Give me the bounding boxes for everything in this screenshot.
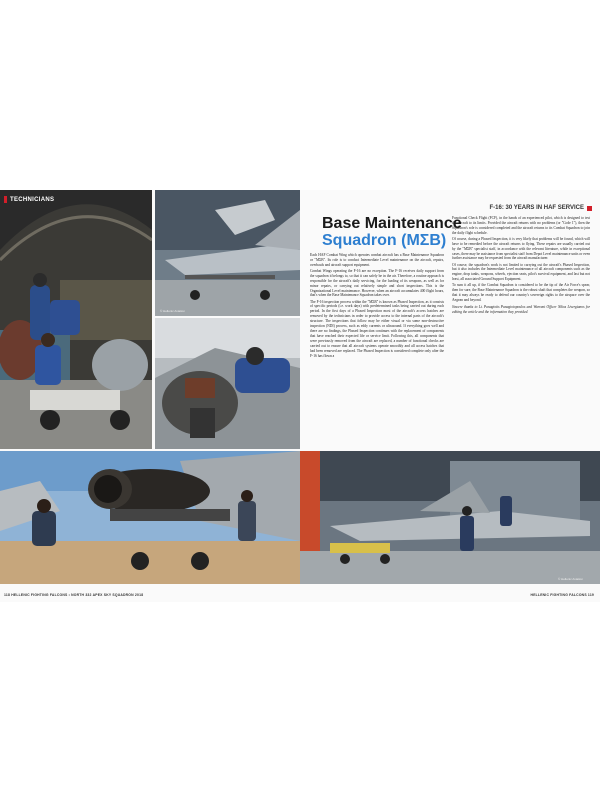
section-tag: [4, 196, 54, 203]
col2-paragraph: To sum it all up, if the Combat Squadron is considered to be the tip of the Air Force's spear, then for sure, the Base Maintenance Squadron is the robust shaft that completes the weapon, so that it may always be ready to defend our country's sovereign rights to the airspace over the Aegean and beyond.: [452, 283, 590, 303]
series-tag: [490, 205, 592, 211]
col1-paragraph: The F-16 inspection process within the "MΣB" is known as Phased Inspection, as it consists of specific periods (i.e. work days) with predetermined tasks being carried out during each period. In the first days of a Phased Inspection most of the aircraft's access hatches are removed by the technicians in order to provide access to the internal parts of the aircraft's structure. The inspections that follow may be either visual or via some non-destructive inspection (NDI) process, such as eddy currents or ultrasound. If everything goes well and there are no findings, the Phased Inspection continues with the replacement of components that have reached their expected life or service limit. Following this, all components that were previously removed from the aircraft are replaced, a number of functional checks are carried out to ensure that all aircraft systems operate smoothly and all access hatches that had been removed are replaced. The Phased Inspection is considered complete only after the F-16 has flown a: [310, 299, 444, 358]
photo-engine-outdoor: [0, 451, 300, 584]
footer-right: HELLENIC FIGHTING FALCONS 119: [530, 593, 594, 597]
photo-technicians-hangar: [0, 190, 152, 449]
footer-left: 118 HELLENIC FIGHTING FALCONS • NORTH 332 APEX SKY SQUADRON 2018: [4, 593, 144, 597]
photo-credit-bottom-right: © Hellenic Aviation: [558, 577, 584, 581]
col2-paragraph: Of course, the squadron's work is not limited to carrying out the aircraft's Phased Inspection, but it also includes the Intermediate Level maintenance of all aircraft components such as the engine, drop tanks, weapons, wheels, ejection seats, pilot's survival equipment, and last but not least, all associated Ground Support Equipment.: [452, 262, 590, 282]
article-column-2: [452, 216, 590, 316]
section-marker: [4, 196, 7, 203]
col1-paragraph: Combat Wings operating the F-16 are no exception. The F-16 receives daily support from the squadron it belongs to, so that it can safely be in the air. Therefore, a routine approach is responsible for the aircraft's daily servicing, for the loading of its weapons, as well as for minor repairs, or carrying out relatively simple and short inspections. This is the Organizational Level maintenance. However, when an aircraft accumulates 400 flight hours, that's when the Base Maintenance Squadron takes over.: [310, 268, 444, 298]
article-credit: Sincere thanks to Lt. Panagiotis Panagiotopoulos and Warrant Officer Nikos Livergianos for editing the article and the information they provided.: [452, 304, 590, 314]
photo-cockpit-technician: [155, 318, 300, 449]
photo-f16-hangar: [155, 190, 300, 316]
article-column-1: [310, 253, 444, 360]
photo-credit-top-mid: © Hellenic Aviation: [160, 309, 186, 313]
article-title-line2: Squadron (ΜΣΒ): [322, 232, 447, 249]
article-title-line1: Base Maintenance: [322, 215, 462, 232]
photo-f16-hangar-wide: [300, 451, 600, 584]
col2-paragraph: Of course, during a Phased Inspection, it is very likely that problems will be found, which will have to be remedied before the aircraft returns to flying. These repairs are usually carried out by the "MΣB" specialist staff, in accordance with the relevant literature, while in exceptional cases, there may be assistance from specialist staff from Depot Level maintenance units or even further assistance may be requested from the aircraft manufacturer.: [452, 236, 590, 261]
series-label: F-16: 30 YEARS IN HAF SERVICE: [489, 205, 584, 211]
col1-paragraph: Each HAF Combat Wing which operates combat aircraft has a Base Maintenance Squadron or "MΣB". Its role is to conduct Intermediate Level maintenance on the aircraft, repairs, overhauls and aircraft support equipment.: [310, 253, 444, 267]
section-label: TECHNICIANS: [10, 196, 55, 203]
col2-paragraph: Functional Check Flight (FCF), in the hands of an experienced pilot, which is designed to test the aircraft to its limits. Provided the aircraft returns with no problems (or "Code 1"), then the Squadron's role is considered completed and the aircraft returns to its Combat Squadron to join the daily flight schedule.: [452, 216, 590, 235]
series-marker: [587, 206, 592, 211]
